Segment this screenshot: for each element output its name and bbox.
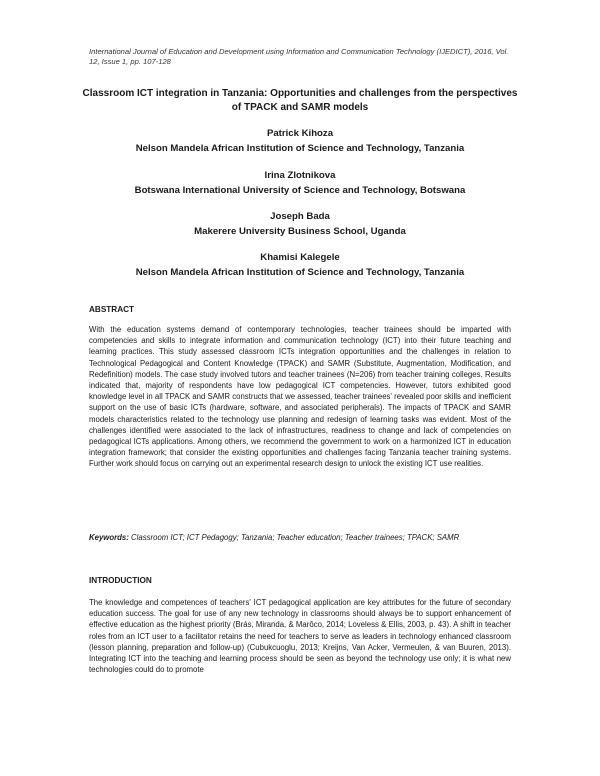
author-name: Patrick Kihoza — [266, 128, 334, 139]
author-affiliation: Botswana International University of Science and Technology, Botswana — [134, 184, 466, 196]
author-name: Irina Zlotnikova — [264, 170, 336, 181]
author-affiliation: Nelson Mandela African Institution of Science and Technology, Tanzania — [135, 266, 465, 278]
author-block — [70, 169, 530, 198]
keywords-label: Keywords: — [89, 533, 129, 542]
abstract-heading: ABSTRACT — [89, 305, 135, 314]
keywords — [89, 532, 511, 543]
introduction-heading: INTRODUCTION — [89, 576, 152, 585]
abstract-text: With the education systems demand of contemporary technologies, teacher trainees should be imparted with competencies and skills to integrate information and communication technology (ICT) into their future teaching and learning practices. This study assessed classroom ICTs integration opportunities and the challenges in relation to Technological Pedagogical and Content Knowledge (TPACK) and SAMR (Substitute, Augmentation, Modification, and Redefinition) models. The case study involved tutors and teacher trainees (N=206) from teacher training colleges. Results indicated that, majority of respondents have low pedagogical ICT competencies. However, tutors exhibited good knowledge level in all TPACK and SAMR constructs that we assessed, teacher trainees' revealed poor skills and inefficient support on the use of basic ICTs (hardware, software, and associated peripherals). The impacts of TPACK and SAMR models characteristics related to the technology use planning and redesign of learning tasks was evident. Most of the challenges identified were associated to the lack of infrastructures, readiness to change and lack of competencies on pedagogical ICTs applications. Among others, we recommend the government to work on a harmonized ICT in education integration framework; that consider the existing opportunities and challenges facing Tanzania teacher training systems. Further work should focus on carrying out an experimental research design to unlock the existing ICT use realities. — [89, 325, 511, 469]
author-name: Joseph Bada — [270, 211, 330, 222]
author-block — [70, 127, 530, 156]
abstract-body — [89, 324, 511, 470]
introduction-text: The knowledge and competences of teachers' ICT pedagogical application are key attributes for the future of secondary education success. The goal for use of any new technology in classrooms should always be to support enhancement of effective education as the highest priority (Brás, Miranda, & Marôco, 2014; Loveless & Ellis, 2003, p. 43). A shift in teacher roles from an ICT user to a facilitator retains the need for teachers to serve as leaders in technology enhanced classroom (lesson planning, preparation and follow-up) (Cubukcuoglu, 2013; Kreijns, Van Acker, Vermeulen, & van Buuren, 2013). Integrating ICT into the teaching and learning process should be seen as beyond the technology use only; it is what new technologies could do to promote — [89, 598, 511, 675]
author-affiliation: Makerere University Business School, Uganda — [194, 225, 406, 237]
journal-header: International Journal of Education and Development using Information and Communication Technology (IJEDICT), 2016, Vol. 12, Issue 1, pp. 107-128 — [89, 47, 509, 66]
keywords-text: Classroom ICT; ICT Pedagogy; Tanzania; Teacher education; Teacher trainees; TPACK; SAMR — [131, 533, 460, 542]
author-affiliation: Nelson Mandela African Institution of Science and Technology, Tanzania — [135, 142, 465, 154]
author-block — [70, 210, 530, 239]
author-name: Khamisi Kalegele — [260, 252, 340, 263]
author-block — [70, 251, 530, 280]
introduction-body — [89, 597, 511, 675]
paper-title: Classroom ICT integration in Tanzania: Opportunities and challenges from the perspectives of TPACK and SAMR models — [82, 88, 518, 113]
